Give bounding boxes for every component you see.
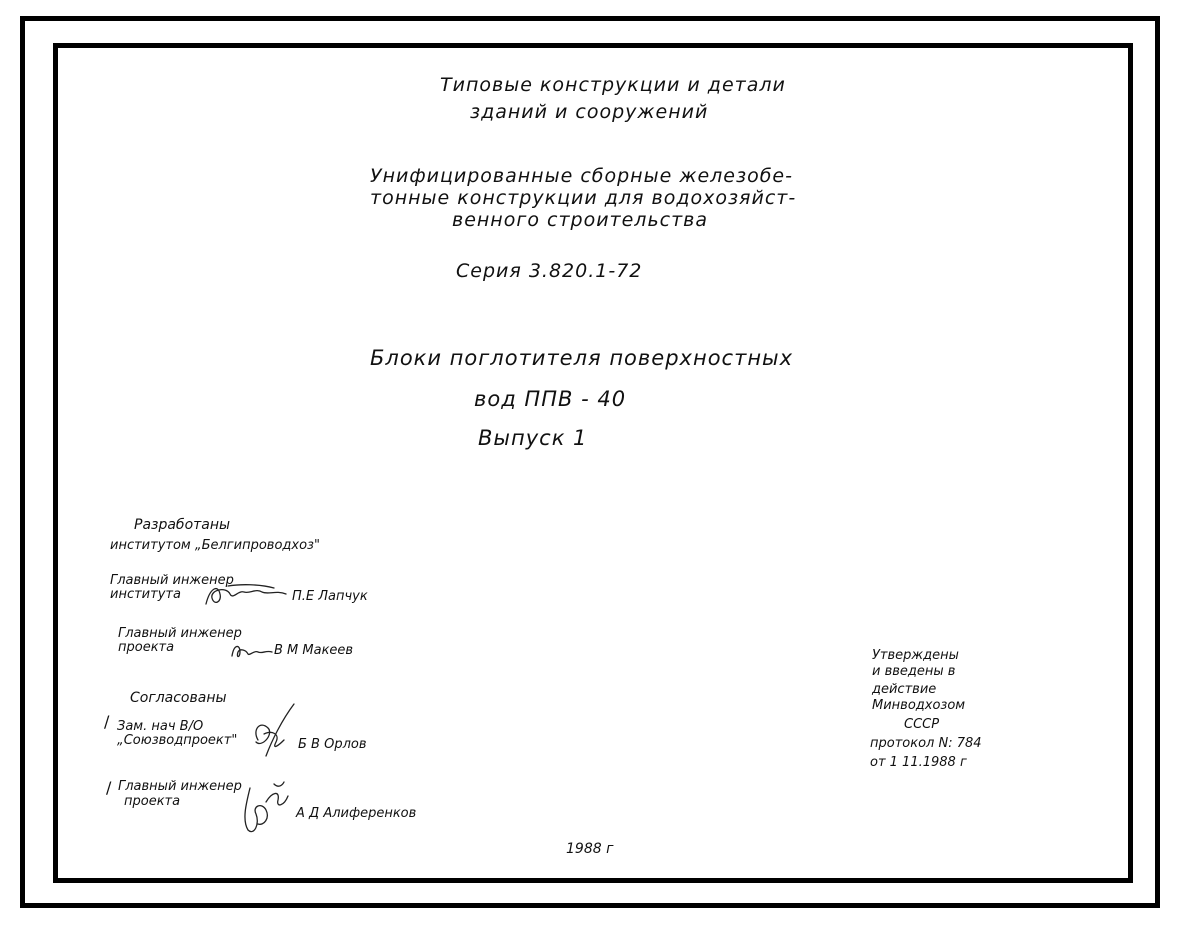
series-number: Серия 3.820.1-72 <box>456 260 643 282</box>
signature-aliferenkov <box>236 780 292 836</box>
approved-line-7: от 1 11.1988 г <box>870 755 967 770</box>
year: 1988 г <box>566 841 614 857</box>
subject-line-1: Унифицированные сборные железобе- <box>370 165 793 187</box>
deputy-name: Б В Орлов <box>298 737 367 752</box>
chief-project-line-1: Главный инженер <box>118 779 242 794</box>
header-line-2: зданий и сооружений <box>470 101 709 123</box>
deputy-line-2: „Союзводпроект" <box>117 733 238 748</box>
chief-engineer-project-name: В М Макеев <box>274 643 354 658</box>
chief-engineer-institute-line-2: института <box>110 587 181 602</box>
approved-line-3: действие <box>872 682 937 697</box>
deputy-slash: / <box>104 712 110 731</box>
chief-slash: / <box>106 778 112 797</box>
header-line-1: Типовые конструкции и детали <box>440 74 786 96</box>
deputy-line-1: Зам. нач В/О <box>117 719 204 734</box>
signature-makeev <box>228 640 274 662</box>
product-line-2: вод ППВ - 40 <box>474 387 627 411</box>
issue-number: Выпуск 1 <box>478 426 588 450</box>
developed-institute: институтом „Белгипроводхоз" <box>110 538 320 553</box>
subject-line-3: венного строительства <box>452 209 709 231</box>
approved-line-5: СССР <box>904 717 940 732</box>
approved-line-2: и введены в <box>872 664 956 679</box>
chief-project-name: А Д Алиференков <box>296 806 417 821</box>
chief-engineer-institute-line-1: Главный инженер <box>110 573 234 588</box>
approved-line-1: Утверждены <box>872 648 959 663</box>
subject-line-2: тонные конструкции для водохозяйст- <box>370 187 797 209</box>
chief-project-line-2: проекта <box>124 794 181 809</box>
approved-line-4: Минводхозом <box>872 698 966 713</box>
product-line-1: Блоки поглотителя поверхностных <box>370 346 794 370</box>
signature-orlov <box>248 700 298 764</box>
developed-title: Разработаны <box>134 517 231 533</box>
signature-lapchuk <box>200 580 290 610</box>
chief-engineer-project-line-1: Главный инженер <box>118 626 242 641</box>
approved-line-6: протокол N: 784 <box>870 736 982 751</box>
agreed-title: Согласованы <box>130 690 227 706</box>
chief-engineer-institute-name: П.Е Лапчук <box>292 589 368 604</box>
chief-engineer-project-line-2: проекта <box>118 640 175 655</box>
